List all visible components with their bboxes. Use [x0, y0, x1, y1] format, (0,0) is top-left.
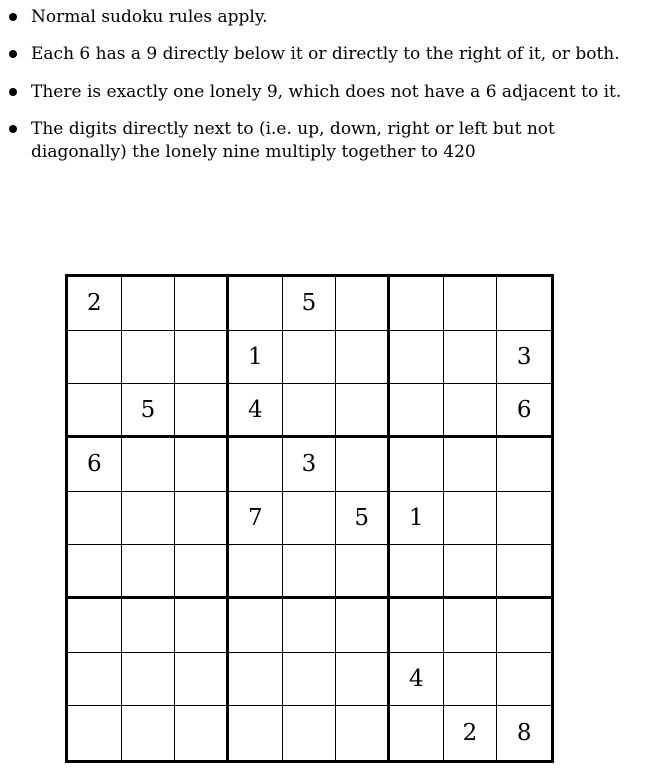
- grid-cell[interactable]: [283, 384, 337, 438]
- bullet-icon: [9, 13, 17, 21]
- grid-cell[interactable]: [497, 599, 551, 653]
- grid-cell[interactable]: [175, 599, 229, 653]
- grid-cell[interactable]: [122, 706, 176, 760]
- grid-cell[interactable]: [229, 277, 283, 331]
- grid-cell[interactable]: [122, 277, 176, 331]
- grid-cell[interactable]: 5: [122, 384, 176, 438]
- grid-cell[interactable]: [497, 492, 551, 546]
- grid-cell[interactable]: [444, 599, 498, 653]
- grid-cell[interactable]: [229, 653, 283, 707]
- bullet-icon: [9, 88, 17, 96]
- grid-cell[interactable]: [283, 545, 337, 599]
- grid-cell[interactable]: [68, 706, 122, 760]
- grid-cell[interactable]: 3: [283, 438, 337, 492]
- grid-cell[interactable]: 5: [336, 492, 390, 546]
- grid-cell[interactable]: [175, 545, 229, 599]
- grid-cell[interactable]: [444, 331, 498, 385]
- grid-cell[interactable]: [444, 384, 498, 438]
- grid-cell[interactable]: [497, 545, 551, 599]
- grid-cell[interactable]: 7: [229, 492, 283, 546]
- grid-cell[interactable]: [390, 706, 444, 760]
- grid-cell[interactable]: [444, 653, 498, 707]
- grid-cell[interactable]: [336, 706, 390, 760]
- grid-cell[interactable]: [444, 492, 498, 546]
- grid-cell[interactable]: [497, 438, 551, 492]
- grid-cell[interactable]: [122, 599, 176, 653]
- rule-text: There is exactly one lonely 9, which does not have a 6 adjacent to it.: [31, 82, 622, 102]
- grid-cell[interactable]: [497, 653, 551, 707]
- grid-cell[interactable]: [336, 277, 390, 331]
- grid-cell[interactable]: [175, 653, 229, 707]
- grid-cell[interactable]: [336, 331, 390, 385]
- grid-cell[interactable]: [175, 384, 229, 438]
- grid-cell[interactable]: 1: [390, 492, 444, 546]
- grid-cell[interactable]: [229, 438, 283, 492]
- grid-cell[interactable]: [444, 545, 498, 599]
- grid-cell[interactable]: 4: [390, 653, 444, 707]
- rule-text: Each 6 has a 9 directly below it or directly to the right of it, or both.: [31, 44, 620, 64]
- rule-text: The digits directly next to (i.e. up, down, right or left but not diagonally) the lonely nine multiply together to 420: [31, 119, 555, 162]
- grid-cell[interactable]: [336, 438, 390, 492]
- rule-text: Normal sudoku rules apply.: [31, 7, 268, 27]
- grid-cell[interactable]: 3: [497, 331, 551, 385]
- grid-cell[interactable]: 2: [444, 706, 498, 760]
- grid-cell[interactable]: [175, 438, 229, 492]
- grid-cell[interactable]: [283, 492, 337, 546]
- grid-cell[interactable]: [497, 277, 551, 331]
- grid-cell[interactable]: [444, 277, 498, 331]
- grid-cell[interactable]: 8: [516, 720, 532, 747]
- grid-cell[interactable]: [336, 545, 390, 599]
- grid-cell[interactable]: [175, 331, 229, 385]
- grid-cell[interactable]: [122, 331, 176, 385]
- grid-cell[interactable]: [175, 706, 229, 760]
- grid-cell[interactable]: [229, 545, 283, 599]
- grid-cell[interactable]: [283, 653, 337, 707]
- grid-cell[interactable]: [336, 653, 390, 707]
- grid-cell[interactable]: [283, 599, 337, 653]
- grid-cell[interactable]: [68, 384, 122, 438]
- grid-cell[interactable]: [390, 331, 444, 385]
- grid-cell[interactable]: [390, 599, 444, 653]
- grid-cell[interactable]: 5: [283, 277, 337, 331]
- grid-cell[interactable]: 1: [229, 331, 283, 385]
- grid-cell[interactable]: 2: [68, 277, 122, 331]
- grid-cell[interactable]: [390, 438, 444, 492]
- grid-cell[interactable]: [68, 545, 122, 599]
- grid-cell[interactable]: [122, 545, 176, 599]
- grid-cell[interactable]: [122, 438, 176, 492]
- grid-cell[interactable]: [68, 653, 122, 707]
- grid-cell[interactable]: [283, 331, 337, 385]
- grid-cell[interactable]: [336, 599, 390, 653]
- grid-cell[interactable]: [68, 331, 122, 385]
- grid-cell[interactable]: [390, 545, 444, 599]
- grid-cell[interactable]: [229, 599, 283, 653]
- grid-cell[interactable]: [390, 384, 444, 438]
- grid-cell[interactable]: [229, 706, 283, 760]
- grid-cell[interactable]: 6: [497, 384, 551, 438]
- grid-cell[interactable]: [283, 706, 337, 760]
- bullet-icon: [9, 50, 17, 58]
- grid-cell[interactable]: 4: [229, 384, 283, 438]
- grid-cell[interactable]: [175, 492, 229, 546]
- sudoku-grid: [65, 274, 554, 763]
- grid-cell[interactable]: [68, 599, 122, 653]
- grid-cell[interactable]: [68, 492, 122, 546]
- bullet-icon: [9, 125, 17, 133]
- grid-cell[interactable]: [444, 438, 498, 492]
- grid-cell[interactable]: [122, 492, 176, 546]
- grid-cell[interactable]: [122, 653, 176, 707]
- grid-cell[interactable]: [336, 384, 390, 438]
- grid-cell[interactable]: [175, 277, 229, 331]
- grid-cell[interactable]: [390, 277, 444, 331]
- grid-cell[interactable]: 6: [68, 438, 122, 492]
